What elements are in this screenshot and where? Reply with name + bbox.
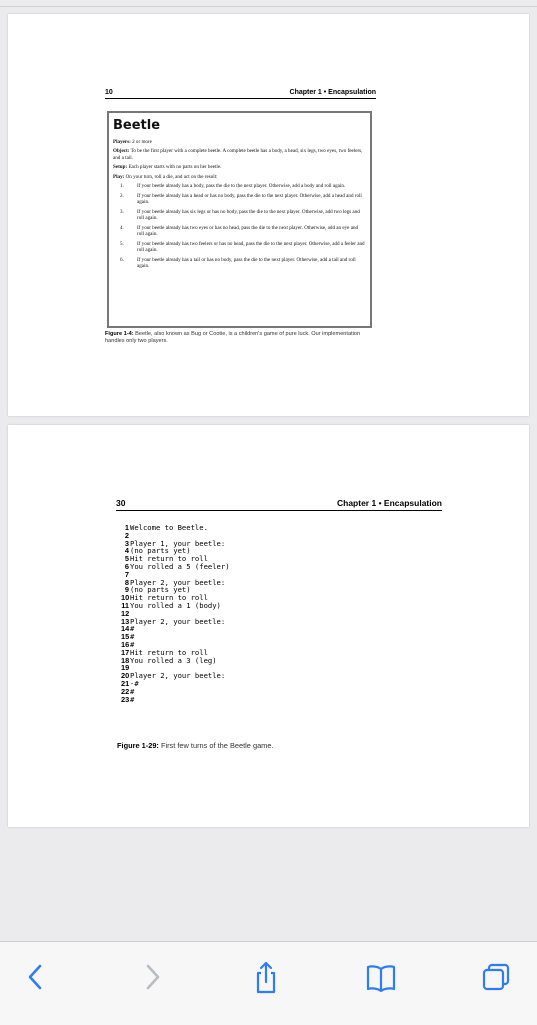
line-text: Player 2, your beetle: bbox=[130, 616, 226, 626]
line-number: 4 bbox=[124, 546, 129, 556]
browser-toolbar bbox=[0, 941, 537, 1025]
line-text: You rolled a 1 (body) bbox=[130, 600, 221, 610]
running-header bbox=[116, 497, 442, 511]
line-text: Welcome to Beetle. bbox=[130, 523, 208, 532]
line-text: -# bbox=[130, 678, 139, 688]
code-line bbox=[121, 672, 421, 680]
figure-caption-text: Beetle, also known as Bug or Cootie, is a children's game of pure luck. Our implementation handles only two players. bbox=[105, 331, 361, 344]
figure-label: Figure 1-29: bbox=[117, 741, 159, 750]
share-icon bbox=[252, 959, 280, 995]
code-line bbox=[121, 625, 421, 633]
line-number: 22 bbox=[121, 686, 130, 696]
line-text: Hit return to roll bbox=[130, 554, 208, 564]
beetle-rules-sidebar bbox=[107, 111, 372, 328]
document-page-10 bbox=[8, 14, 529, 416]
forward-button[interactable] bbox=[132, 959, 172, 995]
step-number: 5. bbox=[120, 240, 124, 247]
step-text: If your beetle already has a tail or has no body, pass the die to the next player. Otherwise, add a tail and roll again. bbox=[137, 256, 356, 270]
code-line bbox=[121, 618, 421, 626]
line-number: 2 bbox=[124, 530, 129, 540]
figure-caption-text: First few turns of the Beetle game. bbox=[158, 741, 274, 750]
bookmarks-button[interactable] bbox=[361, 959, 401, 995]
step-number: 2. bbox=[120, 192, 124, 199]
play-step bbox=[113, 257, 366, 270]
line-text: (no parts yet) bbox=[130, 546, 191, 556]
play-step bbox=[113, 183, 366, 189]
line-text: # bbox=[130, 694, 135, 704]
line-number: 9 bbox=[124, 585, 129, 595]
chapter-title: Chapter 1 • Encapsulation bbox=[289, 89, 376, 96]
setup-line bbox=[113, 164, 366, 170]
line-number: 13 bbox=[121, 616, 130, 626]
line-number: 23 bbox=[121, 694, 130, 704]
code-line bbox=[121, 688, 421, 696]
step-text: If your beetle already has two feelers or has no head, pass the die to the next player. Otherwise, add a feeler and roll again. bbox=[137, 240, 365, 254]
object-label: Object: bbox=[113, 148, 130, 155]
line-text: Player 2, your beetle: bbox=[130, 577, 226, 587]
line-number: 10 bbox=[121, 593, 130, 603]
code-line bbox=[121, 680, 421, 688]
code-line bbox=[121, 657, 421, 665]
line-number: 18 bbox=[121, 655, 130, 665]
setup-label: Setup: bbox=[113, 164, 128, 171]
page-number: 30 bbox=[116, 498, 126, 508]
players-line bbox=[113, 139, 366, 145]
chapter-title: Chapter 1 • Encapsulation bbox=[337, 498, 442, 508]
setup-text: Each player starts with no parts on her beetle. bbox=[128, 164, 222, 171]
figure-label: Figure 1-4: bbox=[105, 331, 134, 337]
tabs-icon bbox=[480, 959, 512, 995]
line-text: Hit return to roll bbox=[130, 647, 208, 657]
line-number: 14 bbox=[121, 624, 130, 634]
line-number: 19 bbox=[121, 663, 130, 673]
line-text: # bbox=[130, 639, 135, 649]
code-line bbox=[121, 563, 421, 571]
page-number: 10 bbox=[105, 89, 113, 96]
step-text: If your beetle already has two eyes or has no head, pass the die to the next player. Otherwise, add an eye and roll again. bbox=[137, 224, 359, 238]
back-button[interactable] bbox=[16, 959, 56, 995]
tabs-button[interactable] bbox=[476, 959, 516, 995]
line-text: You rolled a 5 (feeler) bbox=[130, 561, 230, 571]
line-number: 20 bbox=[121, 671, 130, 681]
code-line bbox=[121, 696, 421, 704]
line-number: 11 bbox=[121, 600, 129, 610]
line-text: # bbox=[130, 624, 135, 634]
line-number: 16 bbox=[121, 639, 130, 649]
play-line bbox=[113, 174, 366, 180]
line-number: 3 bbox=[124, 538, 129, 548]
line-text: Hit return to roll bbox=[130, 593, 208, 603]
figure-caption bbox=[117, 741, 437, 750]
running-header bbox=[105, 86, 376, 99]
line-number: 7 bbox=[124, 569, 129, 579]
line-number: 12 bbox=[121, 608, 130, 618]
figure-caption bbox=[105, 331, 380, 344]
code-line bbox=[121, 602, 421, 610]
play-text: On your turn, roll a die, and act on the result: bbox=[125, 173, 218, 180]
step-number: 3. bbox=[120, 208, 124, 215]
step-number: 1. bbox=[120, 183, 124, 190]
line-text: (no parts yet) bbox=[130, 585, 191, 595]
program-output-listing bbox=[121, 524, 421, 703]
players-text: 2 or more bbox=[132, 139, 152, 145]
players-label: Players: bbox=[113, 139, 131, 145]
line-text: You rolled a 3 (leg) bbox=[130, 655, 217, 665]
line-text: Player 2, your beetle: bbox=[130, 671, 226, 681]
line-number: 17 bbox=[121, 647, 130, 657]
play-step bbox=[113, 209, 366, 222]
play-label: Play: bbox=[113, 173, 125, 180]
object-line bbox=[113, 148, 366, 161]
chevron-left-icon bbox=[24, 959, 48, 995]
play-steps-list bbox=[113, 183, 366, 269]
line-number: 5 bbox=[124, 554, 129, 564]
play-step bbox=[113, 225, 366, 238]
step-number: 6. bbox=[120, 256, 124, 263]
line-number: 8 bbox=[124, 577, 129, 587]
object-text: To be the first player with a complete beetle. A complete beetle has a body, a head, six legs, two eyes, two feelers, and a tail. bbox=[113, 148, 363, 161]
line-number: 15 bbox=[121, 632, 130, 642]
share-button[interactable] bbox=[246, 959, 286, 995]
line-text: # bbox=[130, 686, 135, 696]
sidebar-title: Beetle bbox=[113, 118, 161, 133]
line-number: 6 bbox=[124, 561, 129, 571]
chevron-right-icon bbox=[140, 959, 164, 995]
top-divider bbox=[0, 6, 537, 7]
document-page-30 bbox=[8, 425, 529, 827]
code-line bbox=[121, 524, 421, 532]
line-number: 1 bbox=[124, 523, 129, 532]
step-text: If your beetle already has a head or has no body, pass the die to the next player. Otherwise, add a head and roll again. bbox=[137, 192, 362, 206]
line-text: # bbox=[130, 632, 135, 642]
step-text: If your beetle already has six legs or has no body, pass the die to the next player. Otherwise, add two legs and roll again. bbox=[137, 208, 360, 222]
code-line bbox=[121, 633, 421, 641]
step-text: If your beetle already has a body, pass the die to the next player. Otherwise, add a body and roll again. bbox=[137, 183, 346, 190]
line-text: Player 1, your beetle: bbox=[130, 538, 226, 548]
play-step bbox=[113, 193, 366, 206]
step-number: 4. bbox=[120, 224, 124, 231]
play-step bbox=[113, 241, 366, 254]
book-icon bbox=[365, 959, 397, 995]
line-number: 21 bbox=[121, 678, 130, 688]
